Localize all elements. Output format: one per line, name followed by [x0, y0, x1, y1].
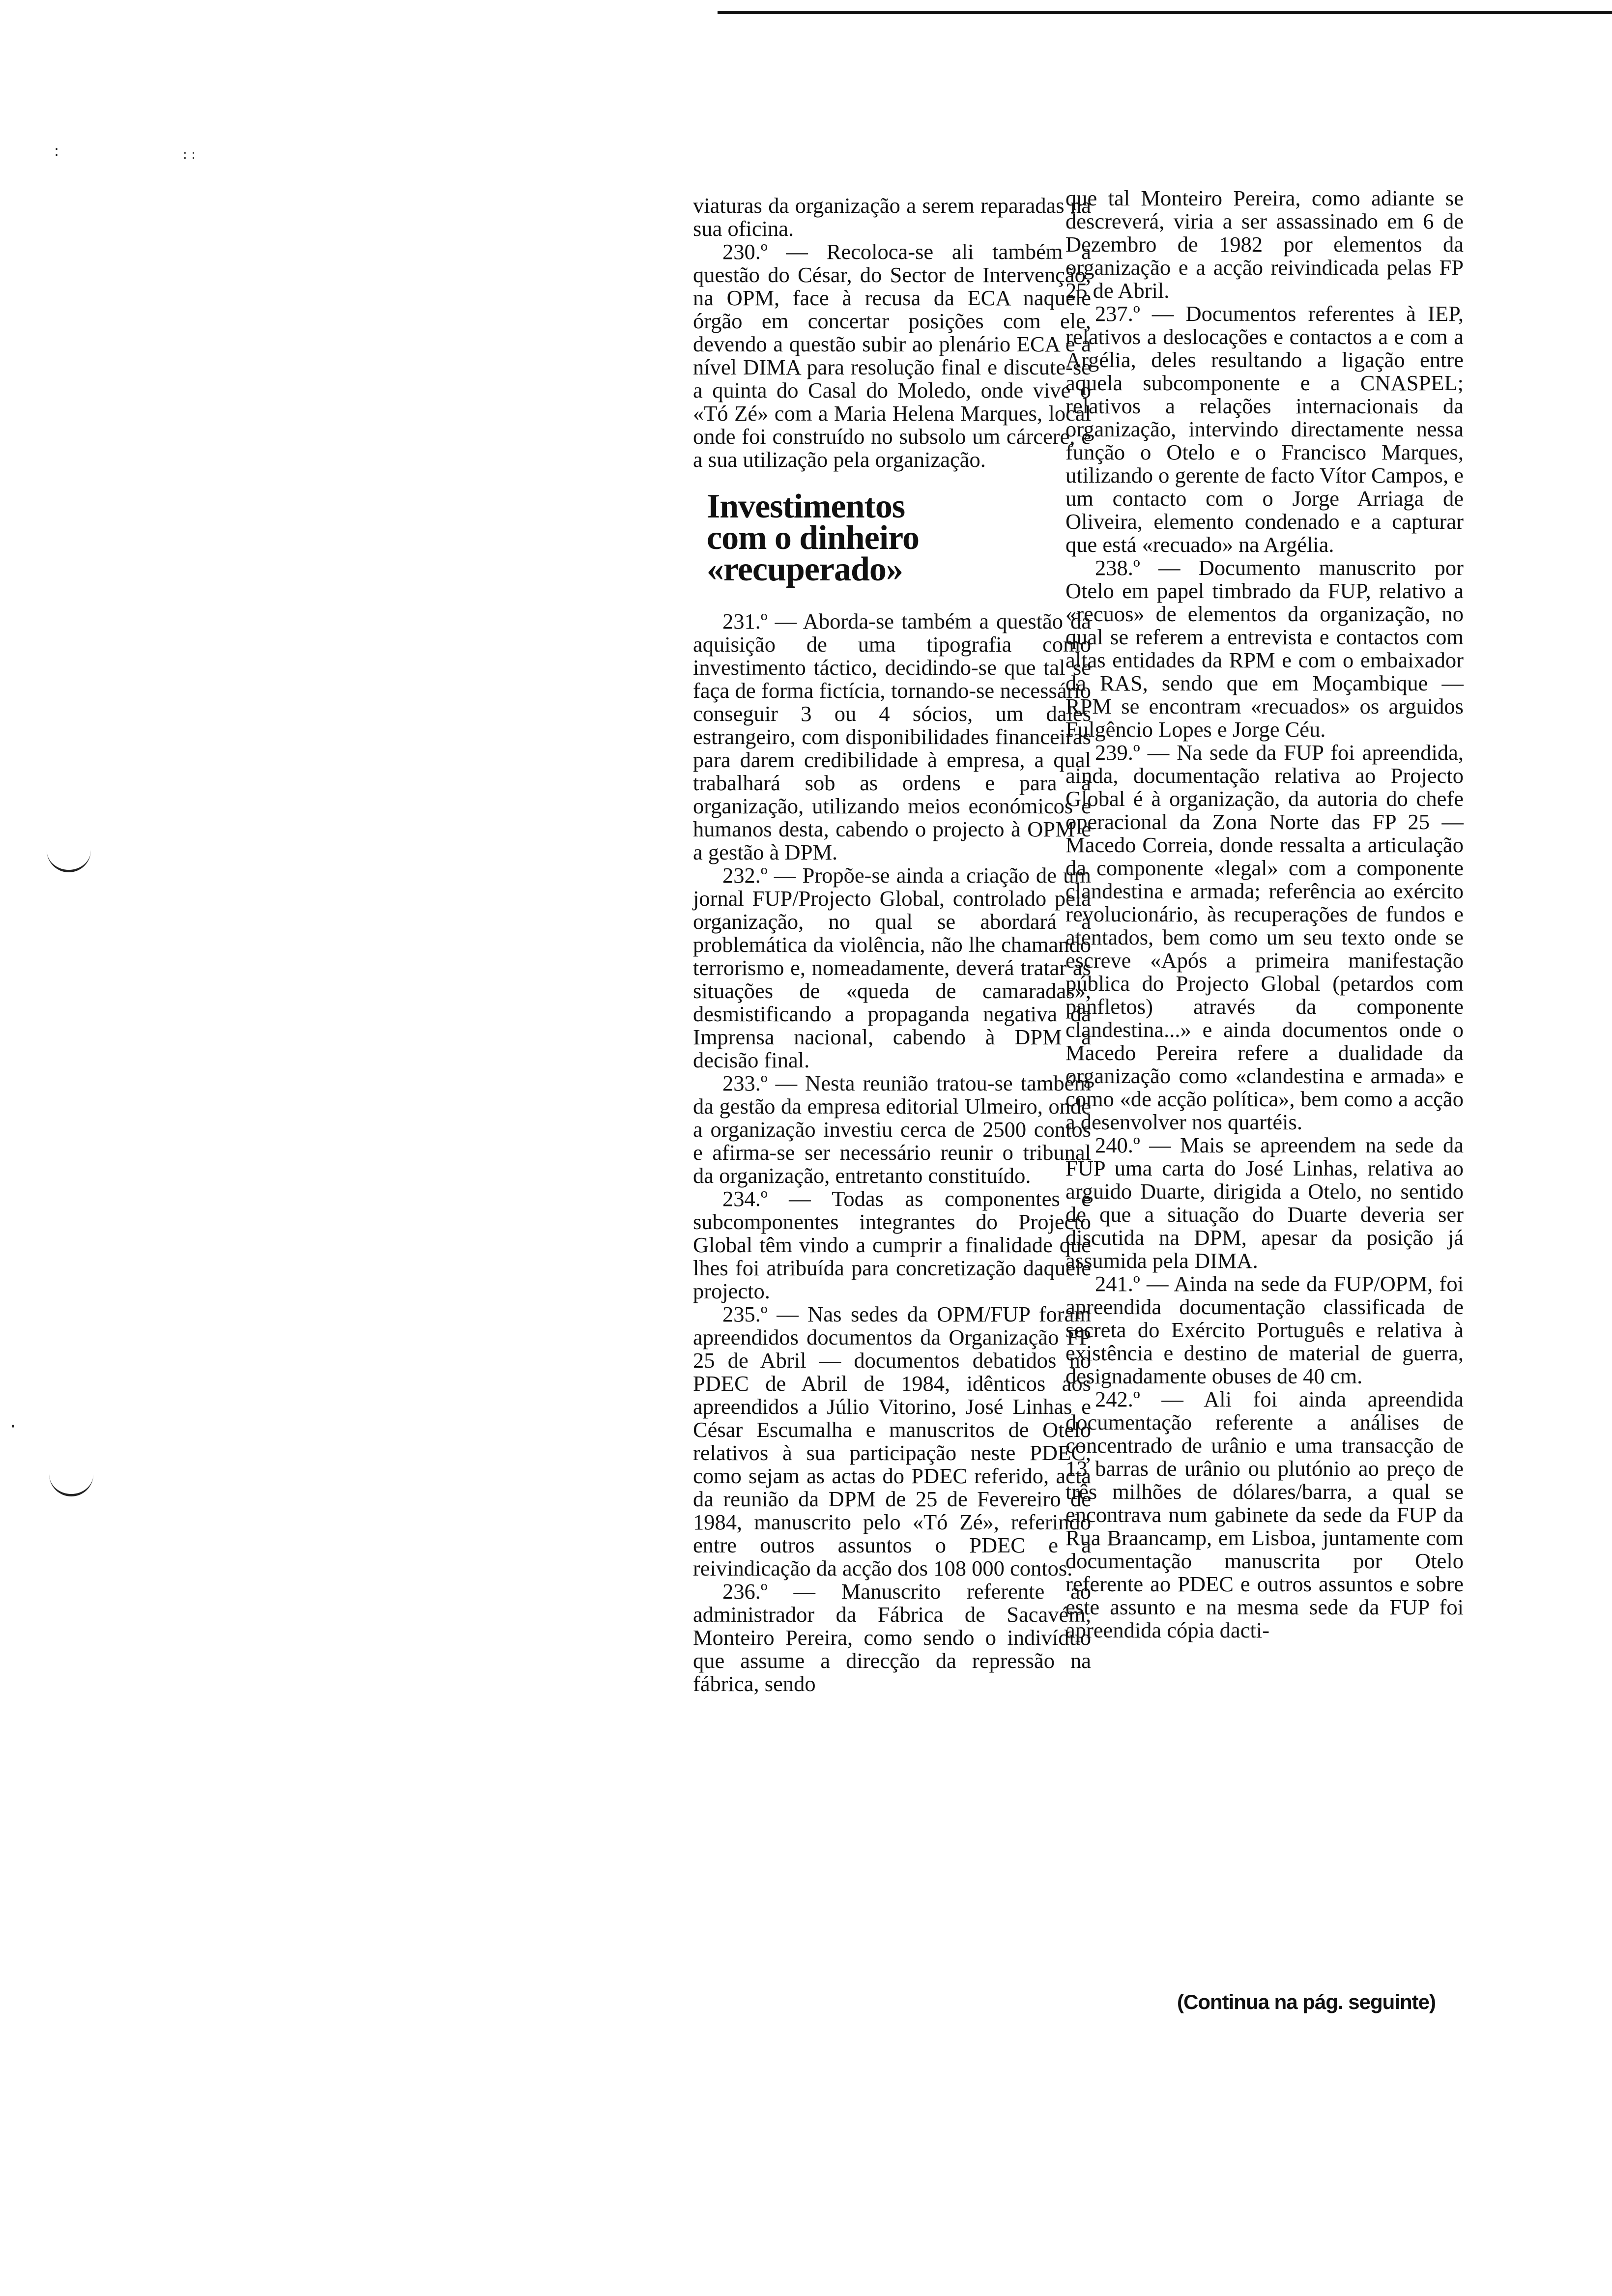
section-headline — [707, 488, 1091, 588]
article-paragraph-236: 236.º — Manuscrito referente ao administrador da Fábrica de Sacavém, Monteiro Pereira, como sendo o indivíduo que assume a direcção da repressão na fábrica, sendo — [693, 1579, 1091, 1696]
headline-line-1: Investimentos — [707, 488, 905, 525]
article-paragraph-231: 231.º — Aborda-se também a questão da aquisição de uma tipografia como investimento táctico, decidindo-se que tal se faça de forma fictícia, tornando-se necessário conseguir 3 ou 4 sócios, um dales estrangeiro, com disponibilidades financeiras para darem credibilidade à empresa, a qual trabalhará sob as ordens e para a organização, utilizando meios económicos e humanos desta, cabendo o projecto à OPM e a gestão à DPM. — [693, 609, 1091, 864]
scan-speck: : : — [183, 147, 196, 162]
article-paragraph: viaturas da organização a serem reparadas na sua oficina. — [693, 193, 1091, 241]
article-paragraph-240: 240.º — Mais se apreendem na sede da FUP uma carta do José Linhas, relativa ao arguido Duarte, dirigida a Otelo, no sentido de que a situação do Duarte deveria ser discutida na DPM, apesar da posição já assumida pela DIMA. — [1065, 1133, 1464, 1273]
punch-hole-mark — [47, 850, 91, 872]
article-paragraph-239: 239.º — Na sede da FUP foi apreendida, ainda, documentação relativa ao Projecto Global é à organização, da autoria do chefe operacional da Zona Norte das FP 25 — Macedo Correia, donde ressalta a articulação da componente «legal» com a componente clandestina e armada; referência ao exército revolucionário, às recuperações de fundos e atentados, bem como um seu texto onde se escreve «Após a primeira manifestação pública do Projecto Global (petardos com panfletos) através da componente clandestina...» e ainda documentos onde o Macedo Pereira refere a dualidade da organização como «clandestina e armada» e como «de acção política», bem como a acção a desenvolver nos quartéis. — [1065, 740, 1464, 1134]
scan-speck: : — [54, 143, 59, 160]
article-paragraph-238: 238.º — Documento manuscrito por Otelo em papel timbrado da FUP, relativo a «recuos» de elementos da organização, no qual se referem a entrevista e contactos com altas entidades da RPM e com o embaixador da RAS, sendo que em Moçambique — RPM se encontram «recuados» os arguidos Fulgêncio Lopes e Jorge Céu. — [1065, 555, 1464, 742]
article-paragraph-235: 235.º — Nas sedes da OPM/FUP foram apreendidos documentos da Organização FP 25 de Abril — documentos debatidos no PDEC de Abril de 1984, idênticos aos apreendidos a Júlio Vitorino, José Linhas e César Escumalha e manuscritos de Otelo relativos à sua participação neste PDEC, como sejam as actas do PDEC referido, acta da reunião da DPM de 25 de Fevereiro de 1984, manuscrito pelo «Tó Zé», referindo entre outros assuntos o PDEC e a reivindicação da acção dos 108 000 contos. — [693, 1302, 1091, 1580]
headline-line-2: com o dinheiro — [707, 519, 919, 557]
headline-line-3: «recuperado» — [707, 550, 903, 588]
punch-hole-mark — [49, 1474, 93, 1496]
article-paragraph: que tal Monteiro Pereira, como adiante se descreverá, viria a ser assassinado em 6 de Dezembro de 1982 por elementos da organização e a acção reivindicada pelas FP 25 de Abril. — [1065, 186, 1464, 303]
right-column — [1065, 187, 1464, 1642]
top-rule — [718, 11, 1612, 14]
article-paragraph-232: 232.º — Propõe-se ainda a criação de um jornal FUP/Projecto Global, controlado pela organização, no qual se abordará a problemática da violência, não lhe chamando terrorismo e, nomeadamente, deverá tratar as situações de «queda de camaradas», desmistificando a propaganda negativa da Imprensa nacional, cabendo à DPM a decisão final. — [693, 863, 1091, 1072]
article-paragraph-241: 241.º — Ainda na sede da FUP/OPM, foi apreendida documentação classificada de secreta do Exército Português e relativa à existência e destino de material de guerra, designadamente obuses de 40 cm. — [1065, 1271, 1464, 1388]
continued-note: (Continua na pág. seguinte) — [1177, 1990, 1436, 2013]
article-paragraph-234: 234.º — Todas as componentes e subcomponentes integrantes do Projecto Global têm vindo a cumprir a finalidade que lhes foi atribuída para concretização daquele projecto. — [693, 1186, 1091, 1303]
article-paragraph-242: 242.º — Ali foi ainda apreendida documentação referente a análises de concentrado de urânio e uma transacção de 13 barras de urânio ou plutónio ao preço de três milhões de dólares/barra, a qual se encontrava num gabinete da sede da FUP da Rua Braancamp, em Lisboa, juntamente com documentação manuscrita por Otelo referente ao PDEC e outros assuntos e sobre este assunto e na mesma sede da FUP foi apreendida cópia dacti- — [1065, 1387, 1464, 1642]
article-paragraph-237: 237.º — Documentos referentes à IEP, relativos a deslocações e contactos a e com a Argélia, deles resultando a ligação entre aquela subcomponente e a CNASPEL; relativos a relações internacionais da organização, intervindo directamente nessa função o Otelo e o Francisco Marques, utilizando o gerente de facto Vítor Campos, e um contacto com o Jorge Arriaga de Oliveira, elemento condenado e a capturar que está «recuado» na Argélia. — [1065, 301, 1464, 557]
article-paragraph-230: 230.º — Recoloca-se ali também a questão do César, do Sector de Intervenção, na OPM, face à recusa da ECA naquele órgão em concertar posições com ele, devendo a questão subir ao plenário ECA e a nível DIMA para resolução final e discute-se a quinta do Casal do Moledo, onde vive o «Tó Zé» com a Maria Helena Marques, local onde foi construído no subsolo um cárcere, e a sua utilização pela organização. — [693, 239, 1091, 472]
left-column — [693, 194, 1091, 1695]
article-paragraph-233: 233.º — Nesta reunião tratou-se também da gestão da empresa editorial Ulmeiro, onde a organização investiu cerca de 2500 contos e afirma-se ser necessário reunir o tribunal da organização, entretanto constituído. — [693, 1071, 1091, 1188]
scan-speck: · — [10, 1415, 16, 1438]
